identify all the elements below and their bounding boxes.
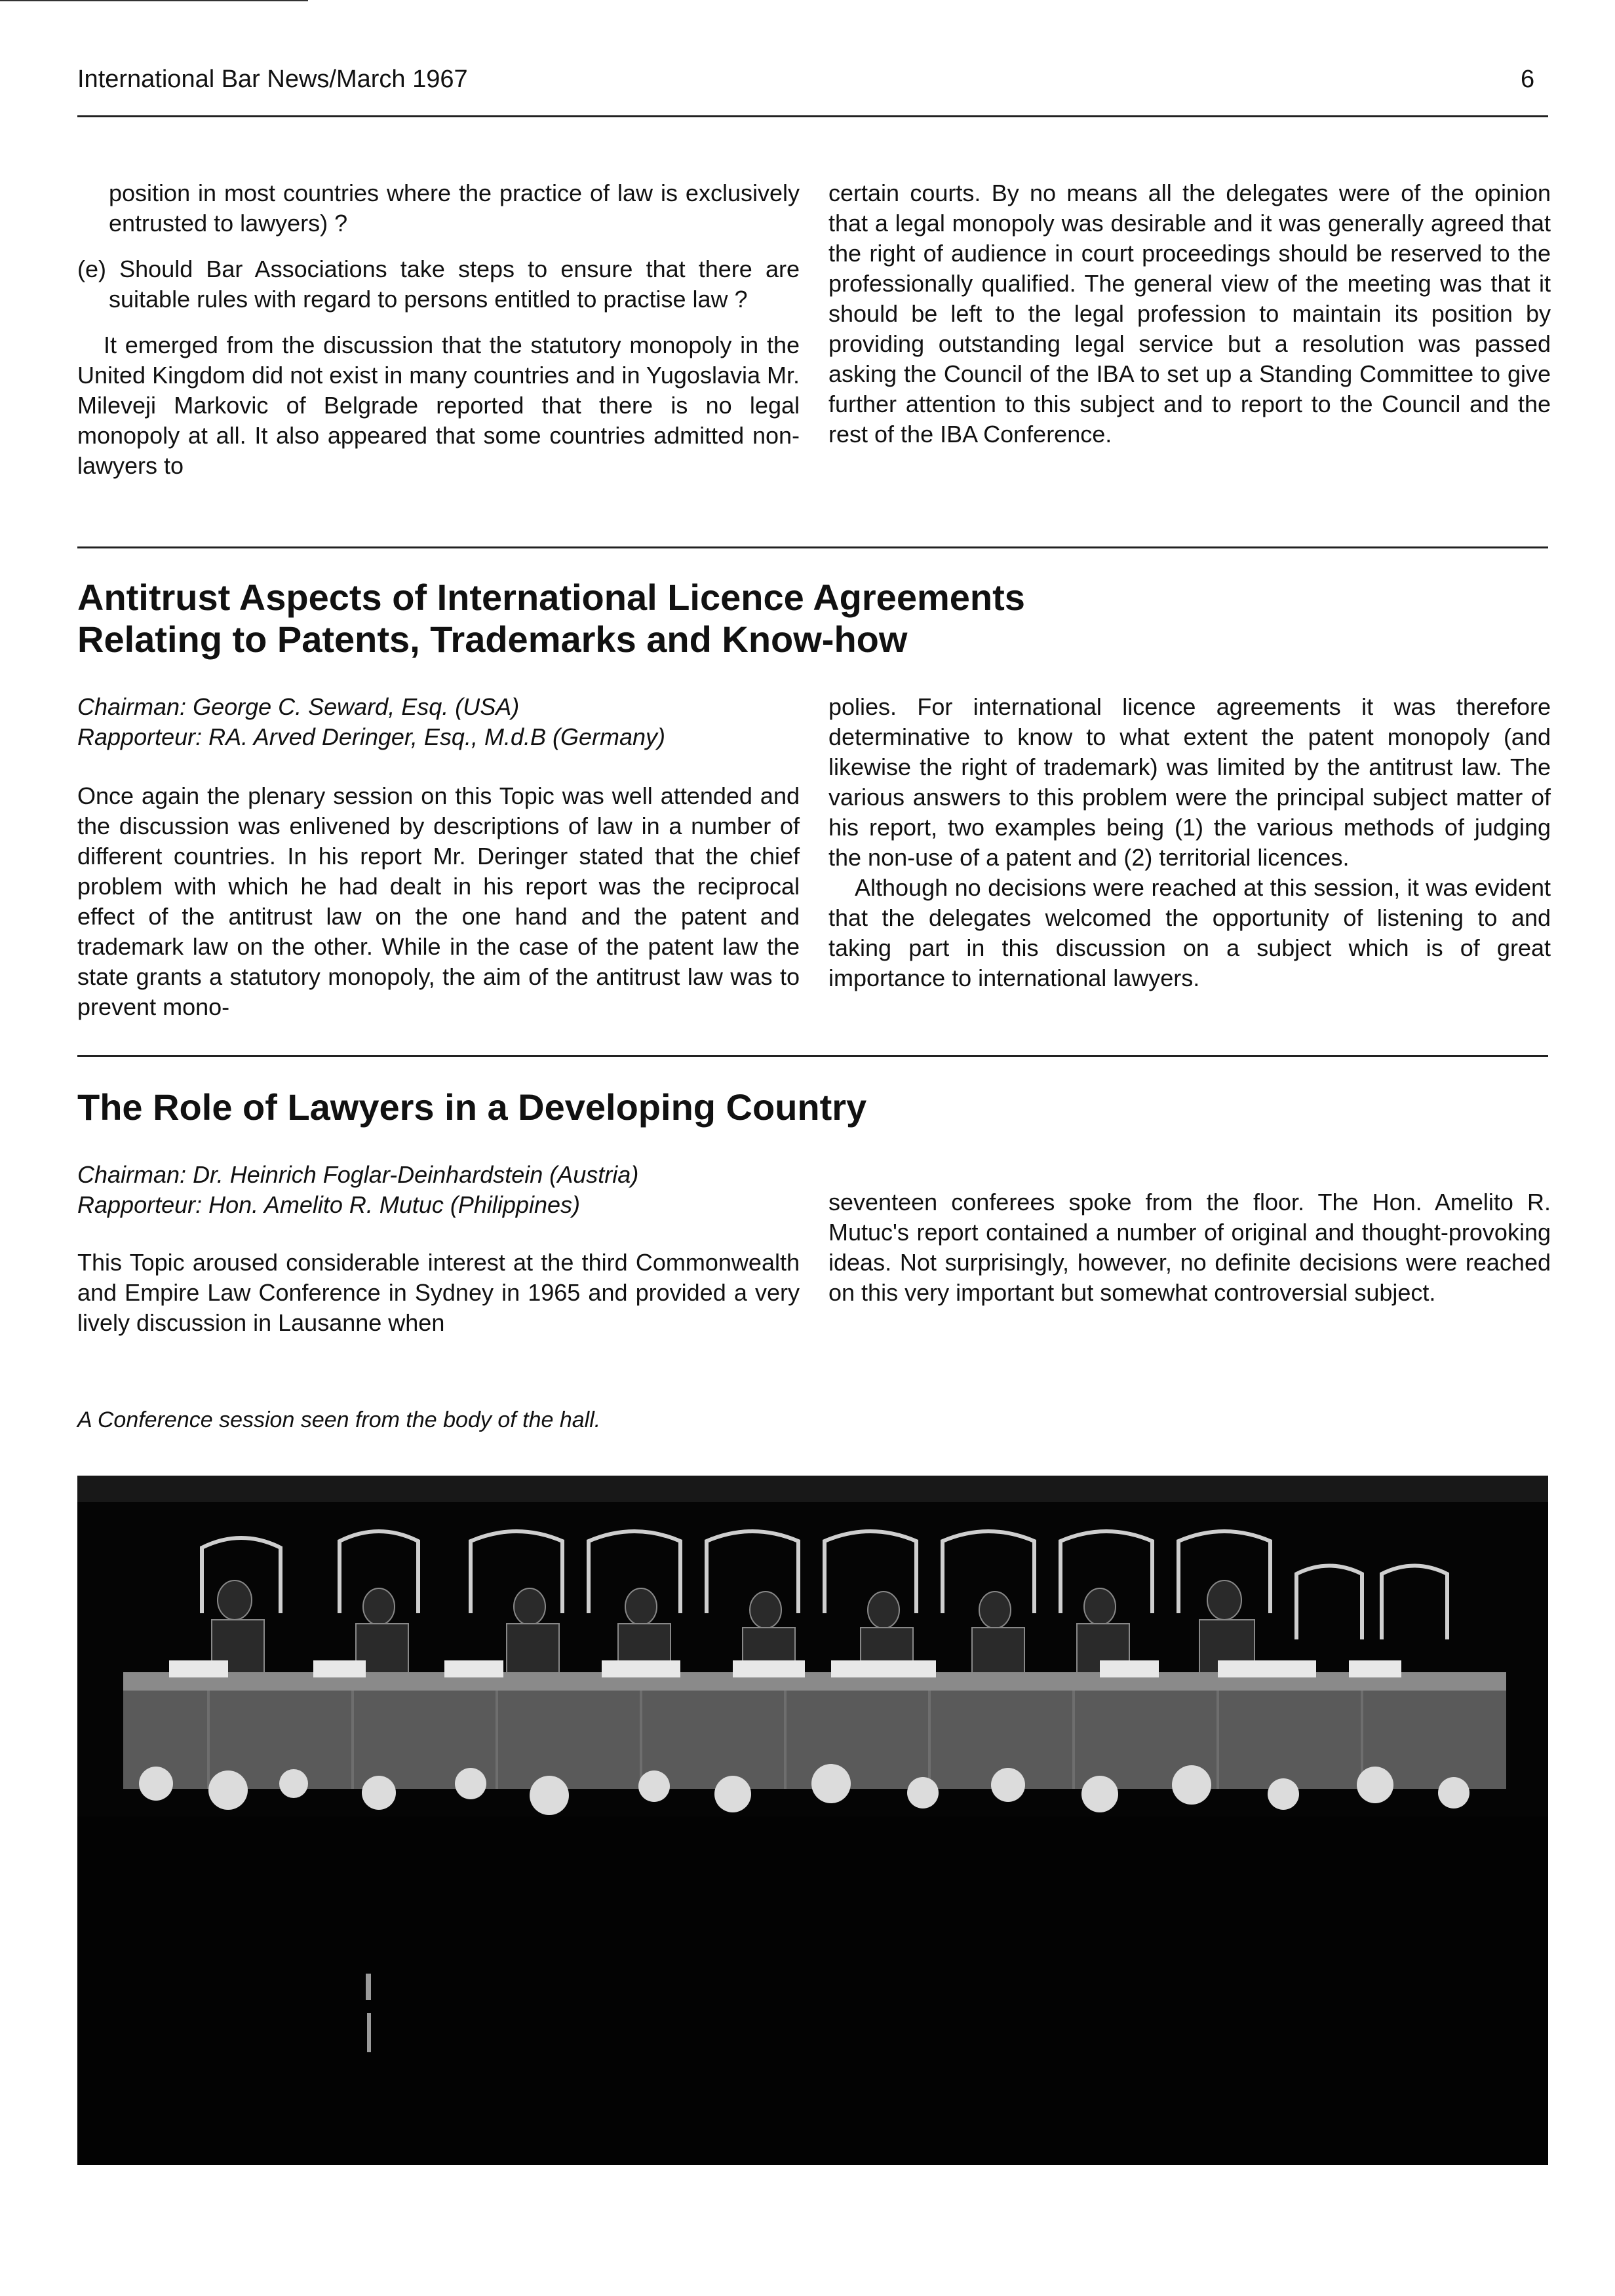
- paragraph: Although no decisions were reached at this session, it was evident that the delegates welcomed the opportunity of listening to and taking part in this discussion on a subject which is of great importance to international lawyers.: [828, 874, 1551, 991]
- section2-credits: [77, 692, 800, 752]
- paragraph: It emerged from the discussion that the statutory monopoly in the United Kingdom did not exist in many countries and in Yugoslavia Mr. Mileveji Markovic of Belgrade reported that there is no legal monopoly at all. It also appeared that some countries admitted non-lawyers to: [77, 332, 800, 479]
- heading-line: Antitrust Aspects of International Licence Agreements: [77, 577, 1025, 618]
- section3-heading: The Role of Lawyers in a Developing Country: [77, 1086, 867, 1128]
- paragraph: seventeen conferees spoke from the floor. The Hon. Amelito R. Mutuc's report contained a number of original and thought-provoking ideas. Not surprisingly, however, no definite decisions were reached on this very important but somewhat controversial subject.: [828, 1189, 1551, 1306]
- section2-left-column: [77, 781, 800, 1022]
- paragraph: Once again the plenary session on this Topic was well attended and the discussion was enlivened by descriptions of law in a number of different countries. In his report Mr. Deringer stated that the chief problem with which he had dealt in his report was the reciprocal effect of the antitrust law on the one hand and the patent and trademark law on the other. While in the case of the patent law the state grants a statutory monopoly, the aim of the antitrust law was to prevent mono-: [77, 782, 800, 1020]
- section-divider: [77, 1055, 1548, 1057]
- chairman: Chairman: George C. Seward, Esq. (USA): [77, 693, 520, 720]
- section3-credits: [77, 1160, 800, 1220]
- section1-right-column: [828, 178, 1551, 450]
- paragraph: polies. For international licence agreements it was therefore determinative to know to what extent the patent monopoly (and likewise the right of trademark) was limited by the antitrust law. The various answers to this problem were the principal subject matter of his report, two examples being (1) the various methods of judging the non-use of a patent and (2) territorial licences.: [828, 693, 1551, 871]
- photo-caption: A Conference session seen from the body of the hall.: [77, 1407, 601, 1432]
- paragraph: This Topic aroused considerable interest at the third Commonwealth and Empire Law Conference in Sydney in 1965 and provided a very lively discussion in Lausanne when: [77, 1249, 800, 1336]
- paragraph: position in most countries where the practice of law is exclusively entrusted to lawyers) ?: [109, 180, 800, 237]
- running-title: International Bar News/March 1967: [77, 66, 468, 93]
- header-rule: [77, 115, 1548, 117]
- conference-photo: [77, 1476, 1548, 2165]
- section1-left-column: [77, 178, 800, 481]
- chairman: Chairman: Dr. Heinrich Foglar-Deinhardstein (Austria): [77, 1161, 639, 1188]
- section2-heading: [77, 577, 1025, 660]
- section-divider: [77, 546, 1548, 548]
- top-crop-line: [0, 0, 308, 1]
- heading-line: Relating to Patents, Trademarks and Know-how: [77, 619, 908, 660]
- paragraph: (e) Should Bar Associations take steps to ensure that there are suitable rules with regard to persons entitled to practise law ?: [77, 256, 800, 313]
- section3-left-column: [77, 1248, 800, 1338]
- rapporteur: Rapporteur: RA. Arved Deringer, Esq., M.d.B (Germany): [77, 723, 665, 750]
- rapporteur: Rapporteur: Hon. Amelito R. Mutuc (Philippines): [77, 1191, 580, 1218]
- paragraph: certain courts. By no means all the delegates were of the opinion that a legal monopoly was desirable and it was generally agreed that the right of audience in court proceedings should be reserved to the professionally qualified. The general view of the meeting was that it should be left to the legal profession to maintain its position by providing outstanding legal service but a resolution was passed asking the Council of the IBA to set up a Standing Committee to give further attention to this subject and to report to the Council and the rest of the IBA Conference.: [828, 180, 1551, 448]
- section2-right-column: [828, 692, 1551, 993]
- page-number: 6: [1521, 66, 1535, 93]
- conference-photo-drawing: [77, 1476, 1548, 2165]
- section3-right-column: [828, 1187, 1551, 1308]
